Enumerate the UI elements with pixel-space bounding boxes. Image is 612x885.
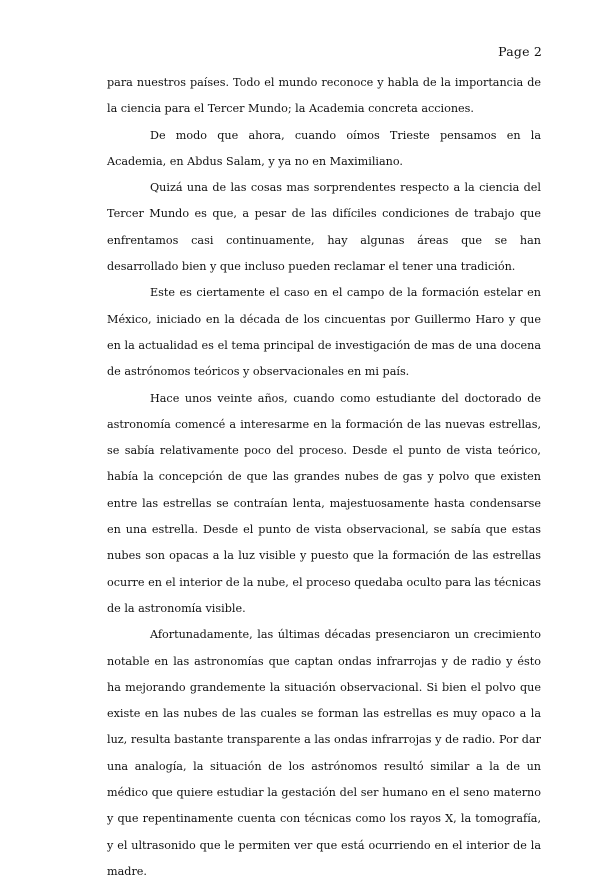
paragraph-6: Afortunadamente, las últimas décadas presenciaron un crecimiento notable en las astronomías que captan ondas infrarrojas y de radio y ésto ha mejorando grandemente la situación observacional. Si bien el polvo que existe en las nubes de las cuales se forman las estrellas es muy opaco a la luz, resulta bastante transparente a las ondas infrarrojas y de radio. Por dar una analogía, la situación de los astrónomos resultó similar a la de un médico que quiere estudiar la gestación del ser humano en el seno materno y que repentinamente cuenta con técnicas como los rayos X, la tomografía, y el ultrasonido que le permiten ver que está ocurriendo en el interior de la madre. bbox=[107, 628, 541, 878]
page-number: Page 2 bbox=[498, 44, 542, 59]
body-text bbox=[107, 70, 541, 885]
paragraph-2: De modo que ahora, cuando oímos Trieste pensamos en la Academia, en Abdus Salam, y ya no en Maximiliano. bbox=[107, 128, 541, 168]
paragraph-4: Este es ciertamente el caso en el campo de la formación estelar en México, iniciado en la década de los cincuentas por Guillermo Haro y que en la actualidad es el tema principal de investigación de mas de una docena de astrónomos teóricos y observacionales en mi país. bbox=[107, 286, 541, 379]
paragraph-5: Hace unos veinte años, cuando como estudiante del doctorado de astronomía comencé a interesarme en la formación de las nuevas estrellas, se sabía relativamente poco del proceso. Desde el punto de vista teórico, había la concepción de que las grandes nubes de gas y polvo que existen entre las estrellas se contraían lenta, majestuosamente hasta condensarse en una estrella. Desde el punto de vista observacional, se sabía que estas nubes son opacas a la luz visible y puesto que la formación de las estrellas ocurre en el interior de la nube, el proceso quedaba oculto para las técnicas de la astronomía visible. bbox=[107, 391, 541, 615]
paragraph-1: para nuestros países. Todo el mundo reconoce y habla de la importancia de la ciencia para el Tercer Mundo; la Academia concreta acciones. bbox=[107, 76, 541, 116]
paragraph-3: Quizá una de las cosas mas sorprendentes respecto a la ciencia del Tercer Mundo es que, a pesar de las difíciles condiciones de trabajo que enfrentamos casi continuamente, hay algunas áreas que se han desarrollado bien y que incluso pueden reclamar el tener una tradición. bbox=[107, 181, 541, 274]
